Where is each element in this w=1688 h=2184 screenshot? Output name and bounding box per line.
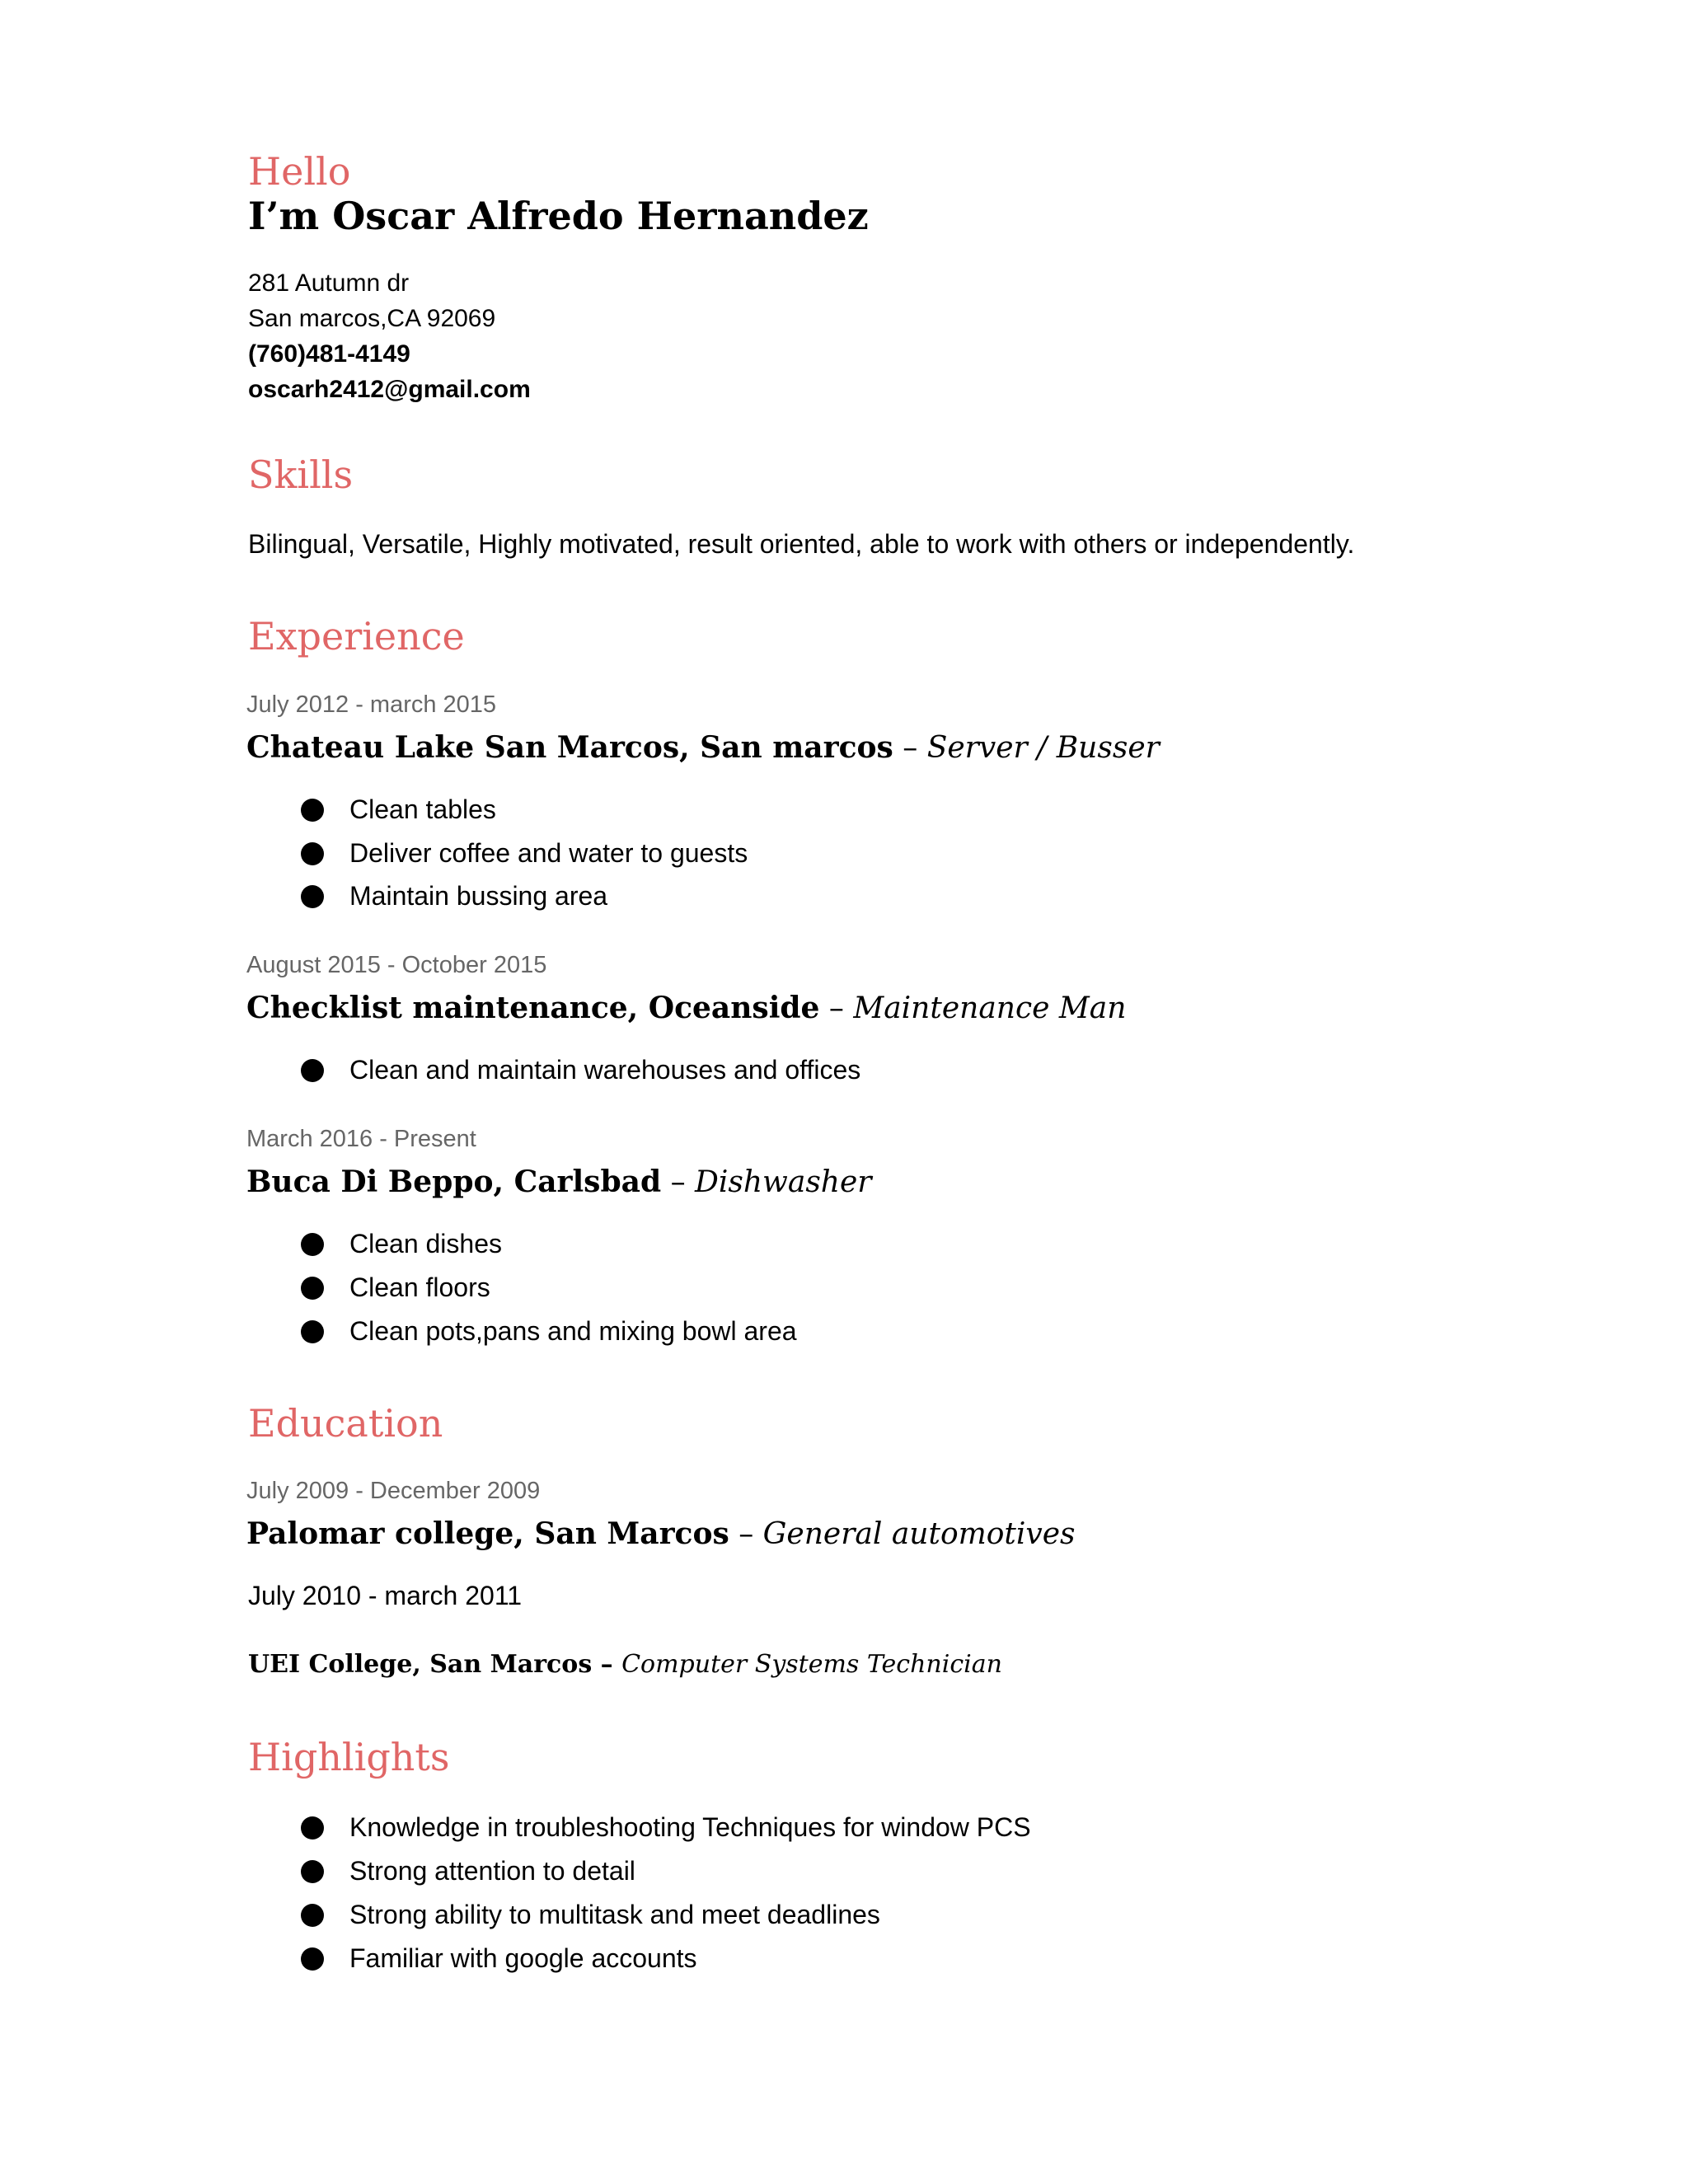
bullet-icon [301, 1947, 324, 1971]
highlight-item: Strong ability to multitask and meet deadlines [349, 1900, 880, 1929]
bullet-icon [301, 1320, 324, 1343]
education-school: UEI College, San Marcos [248, 1650, 593, 1679]
phone-number: (760)481-4149 [248, 340, 410, 368]
skills-text: Bilingual, Versatile, Highly motivated, result oriented, able to work with others or independently. [248, 529, 1355, 559]
bullet-icon [301, 842, 324, 865]
job-title-line [246, 987, 1126, 1029]
bullet-icon [301, 1816, 324, 1840]
job-duty: Clean pots,pans and mixing bowl area [349, 1316, 797, 1346]
job-title-line [246, 1161, 872, 1203]
highlights-heading: Highlights [248, 1735, 450, 1779]
name-heading: I’m Oscar Alfredo Hernandez [248, 194, 869, 238]
highlight-item: Familiar with google accounts [349, 1943, 697, 1973]
skills-heading: Skills [248, 452, 354, 497]
job-duty: Deliver coffee and water to guests [349, 838, 748, 868]
job-duty: Clean dishes [349, 1229, 502, 1258]
bullet-icon [301, 1860, 324, 1883]
job-separator: – [661, 1165, 696, 1199]
job-company: Buca Di Beppo, Carlsbad [246, 1165, 662, 1199]
experience-heading: Experience [248, 614, 465, 658]
job-company: Chateau Lake San Marcos, San marcos [246, 730, 893, 765]
job-role: Dishwasher [695, 1165, 872, 1199]
education-separator: – [729, 1517, 763, 1551]
address-line-2: San marcos,CA 92069 [248, 305, 496, 332]
education-title-line [248, 1647, 1002, 1683]
job-role: Server / Busser [926, 731, 1160, 765]
education-heading: Education [248, 1401, 443, 1446]
greeting-heading: Hello [248, 149, 351, 194]
education-dates: July 2010 - march 2011 [248, 1581, 523, 1610]
job-duty: Clean tables [349, 794, 496, 824]
email-address: oscarh2412@gmail.com [248, 376, 531, 403]
bullet-icon [301, 1277, 324, 1300]
bullet-icon [301, 1904, 324, 1927]
bullet-icon [301, 799, 324, 822]
education-program: General automotives [762, 1517, 1076, 1551]
job-dates: March 2016 - Present [246, 1126, 476, 1152]
job-duty: Clean floors [349, 1272, 490, 1302]
education-program: Computer Systems Technician [621, 1650, 1002, 1679]
education-title-line [246, 1513, 1076, 1555]
job-duty: Clean and maintain warehouses and offices [349, 1055, 861, 1085]
job-separator: – [893, 731, 927, 765]
education-dates: July 2009 - December 2009 [246, 1478, 541, 1504]
job-duty: Maintain bussing area [349, 881, 608, 911]
education-school: Palomar college, San Marcos [246, 1516, 729, 1551]
job-dates: July 2012 - march 2015 [246, 691, 497, 718]
bullet-icon [301, 1233, 324, 1256]
job-dates: August 2015 - October 2015 [246, 952, 547, 978]
bullet-icon [301, 885, 324, 908]
address-line-1: 281 Autumn dr [248, 269, 410, 297]
bullet-icon [301, 1059, 324, 1082]
highlight-item: Knowledge in troubleshooting Techniques for window PCS [349, 1812, 1031, 1842]
job-role: Maintenance Man [853, 991, 1127, 1025]
job-separator: – [819, 991, 854, 1025]
job-company: Checklist maintenance, Oceanside [246, 991, 820, 1025]
job-title-line [246, 727, 1160, 769]
highlight-item: Strong attention to detail [349, 1856, 635, 1886]
education-separator: – [592, 1650, 622, 1679]
